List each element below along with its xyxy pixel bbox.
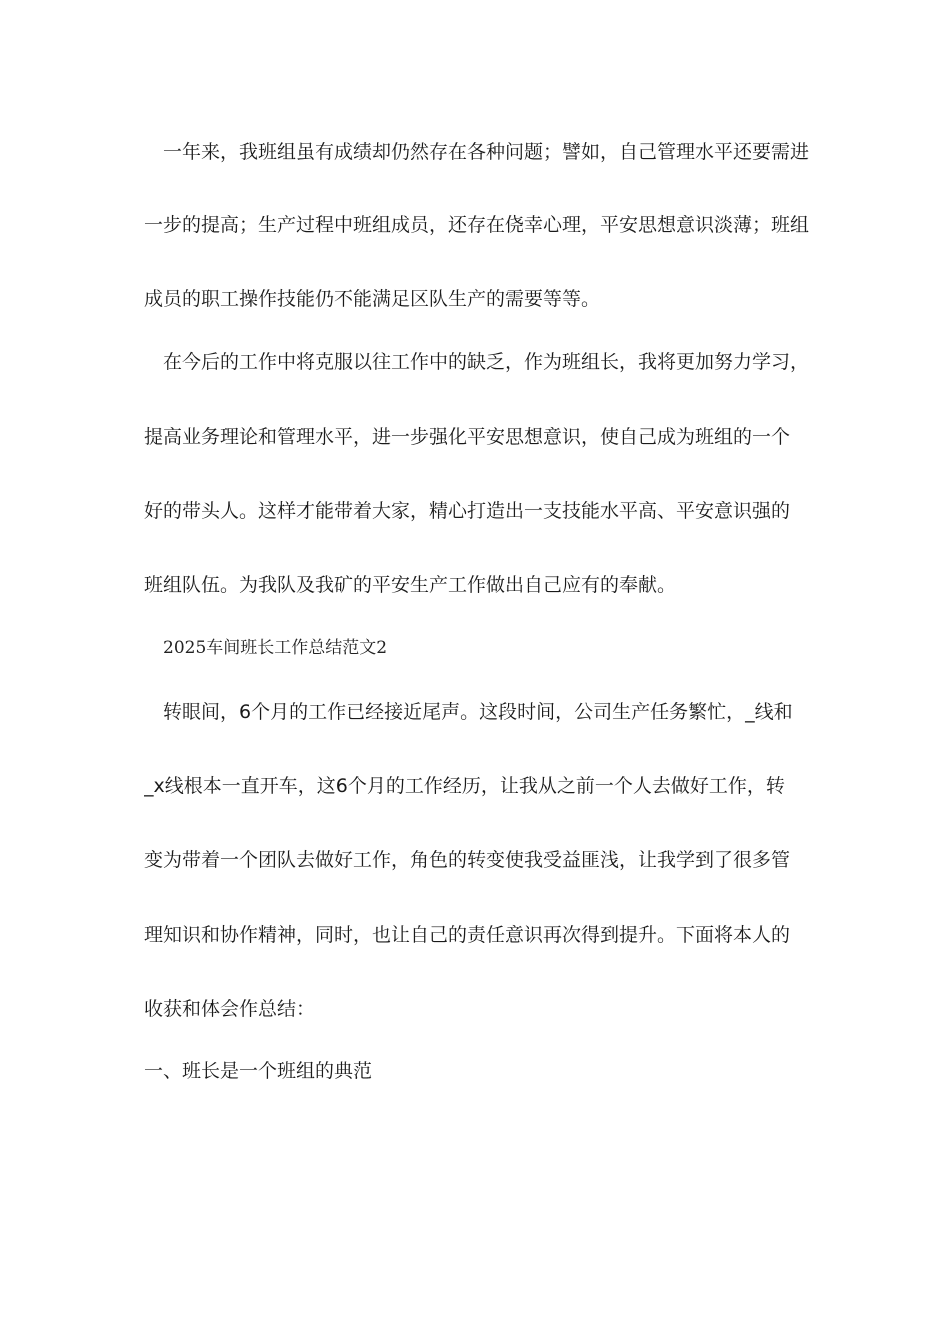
paragraph-line: 转眼间，6个月的工作已经接近尾声。这段时间，公司生产任务繁忙，_线和	[163, 701, 793, 723]
paragraph-line: 成员的职工操作技能仍不能满足区队生产的需要等等。	[144, 288, 601, 310]
paragraph-line: 理知识和协作精神，同时，也让自己的责任意识再次得到提升。下面将本人的	[144, 924, 791, 946]
paragraph-line: 好的带头人。这样才能带着大家，精心打造出一支技能水平高、平安意识强的	[144, 500, 791, 522]
paragraph-line: 一年来，我班组虽有成绩却仍然存在各种问题；譬如，自己管理水平还要需进	[163, 141, 810, 163]
subheading: 一、班长是一个班组的典范	[144, 1060, 373, 1082]
paragraph-line: 在今后的工作中将克服以往工作中的缺乏，作为班组长，我将更加努力学习，	[163, 351, 810, 373]
paragraph-line: 提高业务理论和管理水平，进一步强化平安思想意识，使自己成为班组的一个	[144, 426, 791, 448]
paragraph-line: _x线根本一直开车，这6个月的工作经历，让我从之前一个人去做好工作，转	[144, 775, 785, 797]
section-title: 2025车间班长工作总结范文2	[163, 638, 388, 658]
paragraph-line: 变为带着一个团队去做好工作，角色的转变使我受益匪浅，让我学到了很多管	[144, 849, 791, 871]
paragraph-line: 班组队伍。为我队及我矿的平安生产工作做出自己应有的奉献。	[144, 574, 677, 596]
paragraph-line: 收获和体会作总结：	[144, 998, 316, 1020]
paragraph-line: 一步的提高；生产过程中班组成员，还存在侥幸心理，平安思想意识淡薄；班组	[144, 214, 810, 236]
